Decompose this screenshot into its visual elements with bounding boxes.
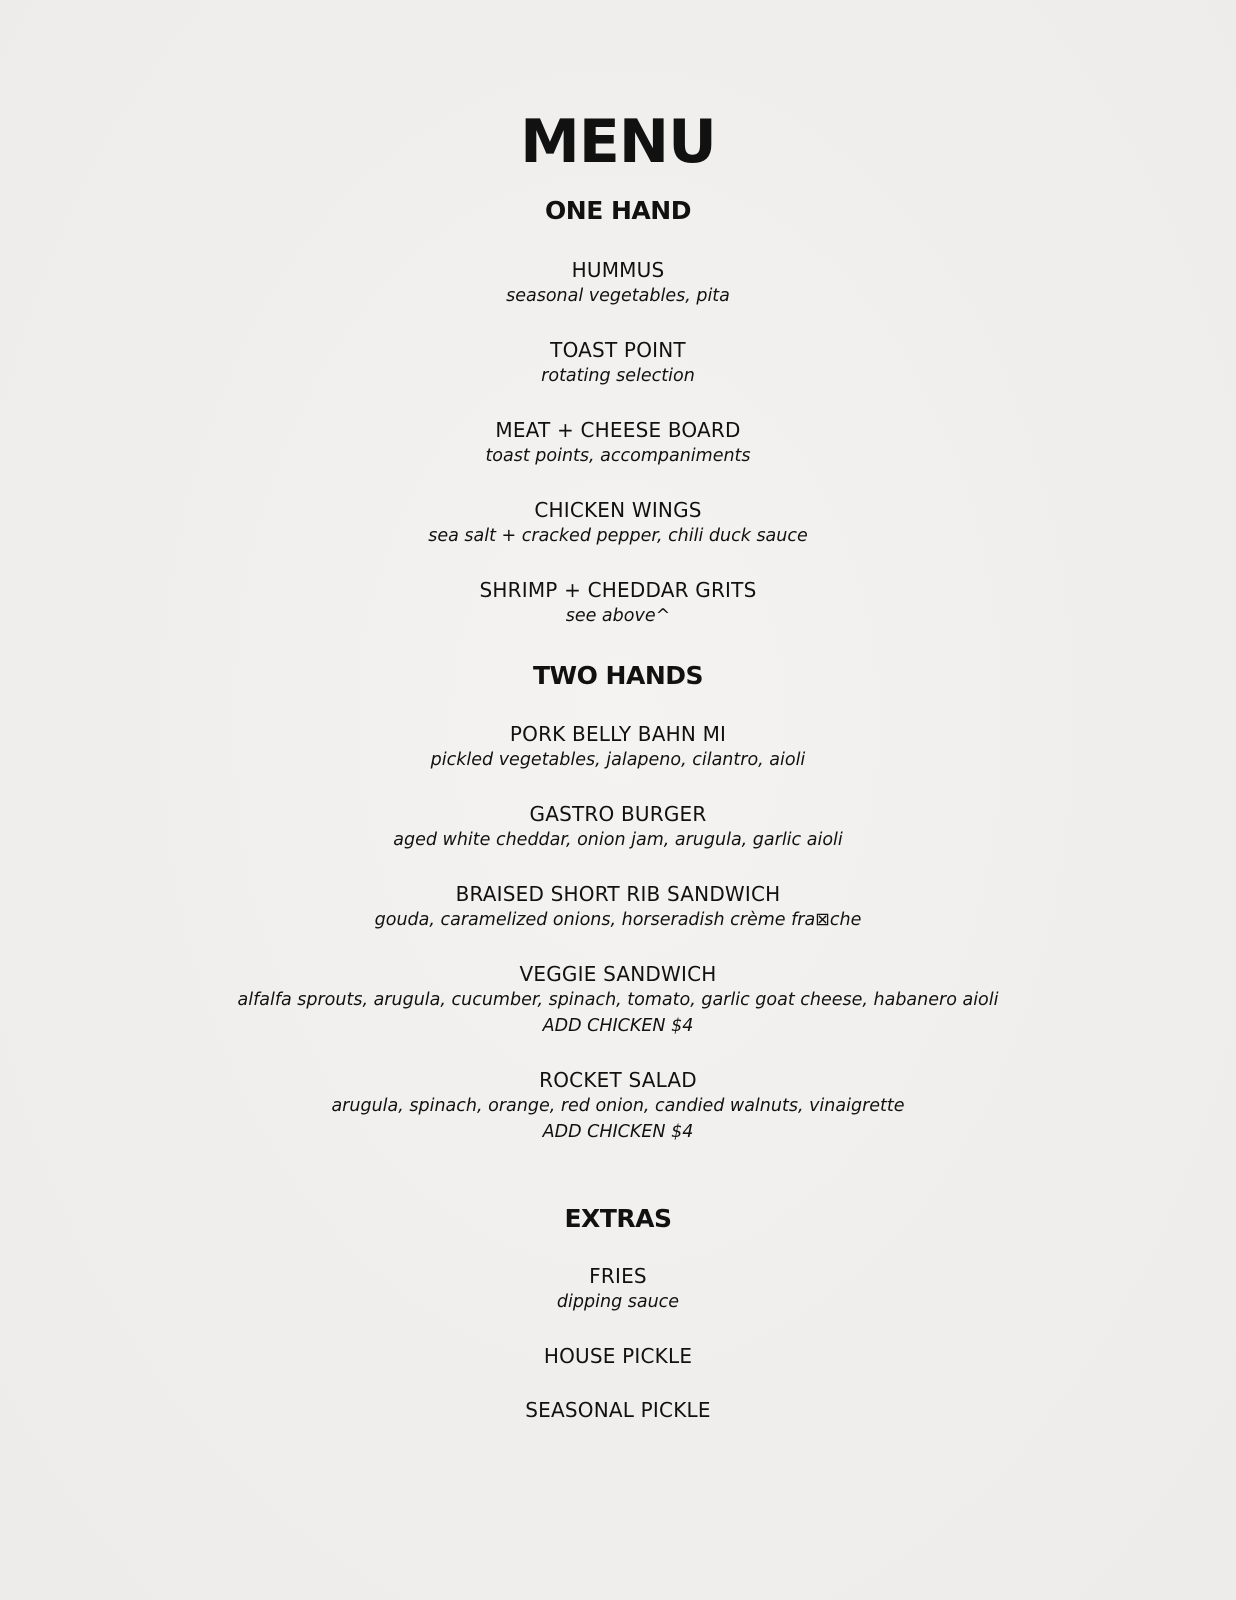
- item-name: ROCKET SALAD: [539, 1068, 697, 1092]
- section-heading-one-hand: ONE HAND: [545, 196, 691, 225]
- item-name: GASTRO BURGER: [529, 802, 707, 826]
- item-description: aged white cheddar, onion jam, arugula, garlic aioli: [393, 830, 843, 850]
- item-description: sea salt + cracked pepper, chili duck sauce: [428, 526, 808, 546]
- item-add-on: ADD CHICKEN $4: [542, 1122, 694, 1142]
- item-description: see above^: [565, 606, 671, 626]
- item-name: PORK BELLY BAHN MI: [509, 722, 727, 746]
- item-description: alfalfa sprouts, arugula, cucumber, spinach, tomato, garlic goat cheese, habanero aioli: [237, 990, 999, 1010]
- item-name: FRIES: [589, 1264, 647, 1288]
- item-name: SEASONAL PICKLE: [525, 1398, 711, 1422]
- item-description: gouda, caramelized onions, horseradish crème fra⊠che: [374, 910, 862, 930]
- item-description: dipping sauce: [556, 1292, 680, 1312]
- item-name: VEGGIE SANDWICH: [519, 962, 717, 986]
- item-description: pickled vegetables, jalapeno, cilantro, aioli: [430, 750, 806, 770]
- item-description: arugula, spinach, orange, red onion, candied walnuts, vinaigrette: [331, 1096, 905, 1116]
- item-description: toast points, accompaniments: [485, 446, 751, 466]
- section-heading-extras: EXTRAS: [564, 1204, 672, 1233]
- item-description: rotating selection: [541, 366, 695, 386]
- item-name: BRAISED SHORT RIB SANDWICH: [455, 882, 781, 906]
- item-name: HUMMUS: [571, 258, 665, 282]
- section-heading-two-hands: TWO HANDS: [532, 661, 704, 690]
- item-name: CHICKEN WINGS: [534, 498, 702, 522]
- item-name: SHRIMP + CHEDDAR GRITS: [479, 578, 757, 602]
- item-name: MEAT + CHEESE BOARD: [495, 418, 741, 442]
- item-add-on: ADD CHICKEN $4: [542, 1016, 694, 1036]
- item-description: seasonal vegetables, pita: [506, 286, 730, 306]
- item-name: TOAST POINT: [550, 338, 686, 362]
- item-name: HOUSE PICKLE: [543, 1344, 693, 1368]
- menu-title: MENU: [520, 107, 716, 177]
